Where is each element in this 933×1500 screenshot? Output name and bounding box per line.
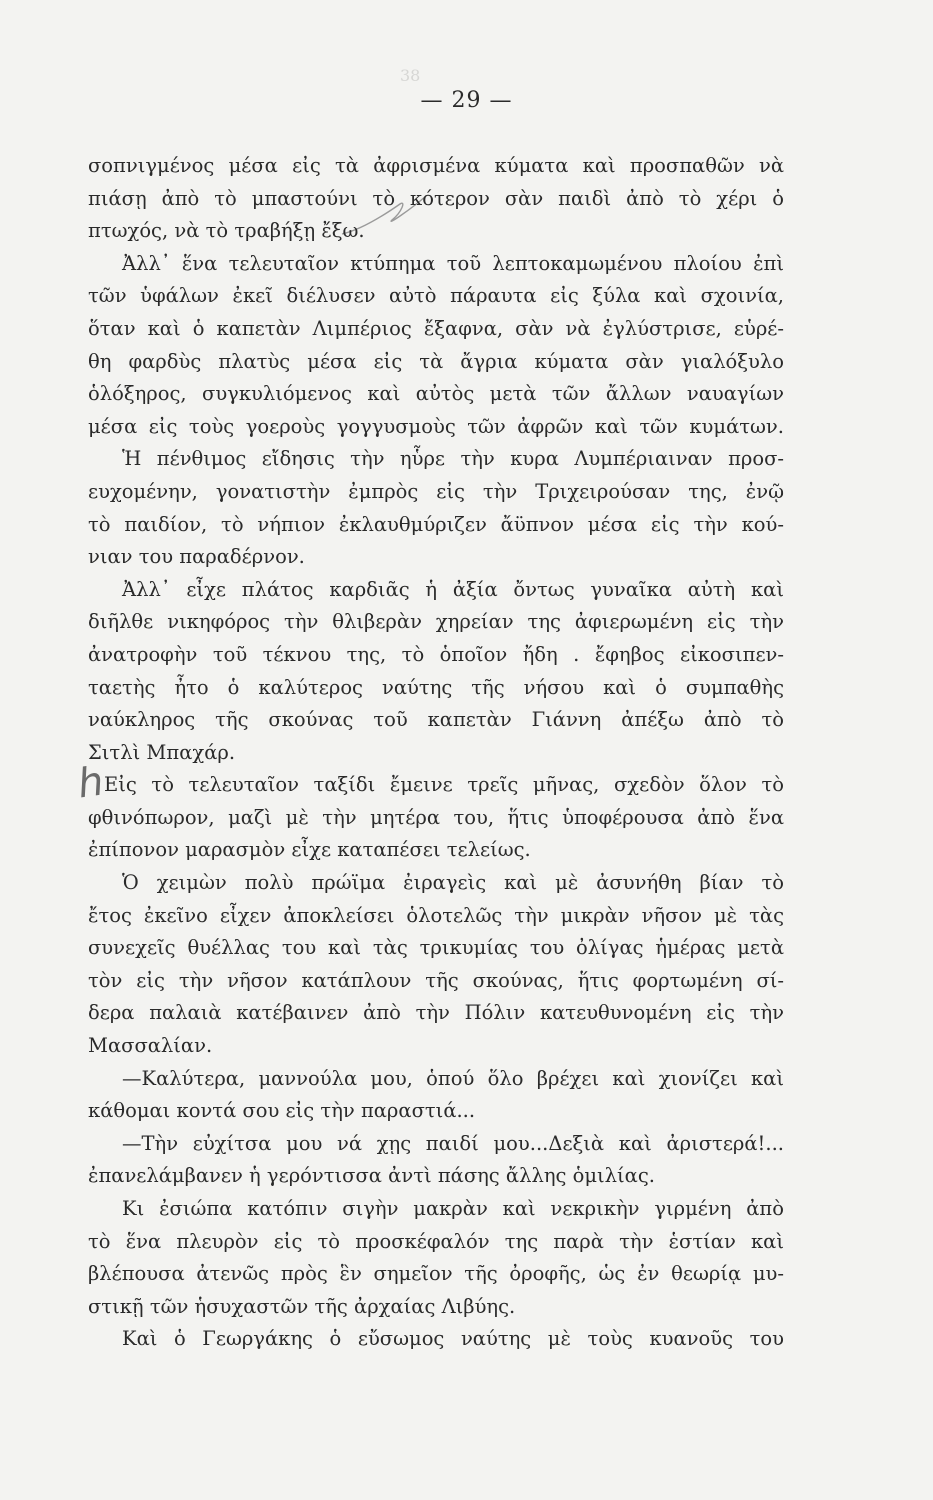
body-text: [88, 150, 784, 1356]
text-line: Μασσαλίαν.: [88, 1034, 213, 1058]
text-line: δερα παλαιὰ κατέβαινεν ἀπὸ τὴν Πόλιν κατευθυνομένη εἰς τὴν: [88, 1001, 784, 1025]
text-line: σοπνιγμένος μέσα εἰς τὰ ἀφρισμένα κύματα καὶ προσπαθῶν νὰ: [88, 154, 784, 177]
text-line: ναύκληρος τῆς σκούνας τοῦ καπετὰν Γιάννη ἀπέξω ἀπὸ τὸ: [88, 708, 784, 732]
text-line: τὸ ἕνα πλευρὸν εἰς τὸ προσκέφαλόν της παρὰ τὴν ἑστίαν καὶ: [88, 1229, 784, 1253]
text-line: Ἀλλ᾽ ἕνα τελευταῖον κτύπημα τοῦ λεπτοκαμωμένου πλοίου ἐπὶ: [122, 251, 784, 275]
text-line: ἐπανελάμβανεν ἡ γερόντισσα ἀντὶ πάσης ἄλλης ὁμιλίας.: [88, 1164, 655, 1188]
bleed-through-number: 38: [400, 66, 421, 85]
text-line: ὁλόξηρος, συγκυλιόμενος καὶ αὐτὸς μετὰ τῶν ἄλλων ναυαγίων: [88, 382, 784, 406]
text-line: Καὶ ὁ Γεωργάκης ὁ εὔσωμος ναύτης μὲ τοὺς κυανοῦς του: [122, 1327, 784, 1351]
text-line: θη φαρδὺς πλατὺς μέσα εἰς τὰ ἄγρια κύματα σὰν γιαλόξυλο: [88, 349, 784, 373]
text-line: Ἀλλ᾽ εἶχε πλάτος καρδιᾶς ἡ ἀξία ὄντως γυναῖκα αὐτὴ καὶ: [122, 577, 784, 601]
text-line: Ἡ πένθιμος εἴδησις τὴν ηὗρε τὴν κυρα Λυμπέριαιναν προσ-: [122, 447, 784, 471]
text-line: Ὁ χειμὼν πολὺ πρώϊμα ἐιραγεὶς καὶ μὲ ἀσυνήθη βίαν τὸ: [122, 871, 784, 895]
text-line: στικῇ τῶν ἡσυχαστῶν τῆς ἀρχαίας Λιβύης.: [88, 1294, 516, 1318]
text-line: τὸν εἰς τὴν νῆσον κατάπλουν τῆς σκούνας, ἥτις φορτωμένη σί-: [88, 968, 784, 992]
margin-mark: h: [74, 758, 107, 808]
text-line: ἀνατροφὴν τοῦ τέκνου της, τὸ ὁποῖον ἤδη . ἔφηβος εἰκοσιπεν-: [88, 642, 784, 666]
text-line: —Καλύτερα, μαννούλα μου, ὁπού ὅλο βρέχει καὶ χιονίζει καὶ: [122, 1066, 784, 1090]
text-line: —Τὴν εὐχίτσα μου νά χῃς παιδί μου...Δεξιὰ καὶ ἀριστερά!...: [122, 1131, 784, 1155]
text-line: Σιτλὶ Μπαχάρ.: [88, 740, 236, 764]
text-line: συνεχεῖς θυέλλας του καὶ τὰς τρικυμίας του ὀλίγας ἡμέρας μετὰ: [88, 936, 784, 960]
text-line: μέσα εἰς τοὺς γοεροὺς γογγυσμοὺς τῶν ἀφρῶν καὶ τῶν κυμάτων.: [88, 414, 784, 438]
text-line: διῆλθε νικηφόρος τὴν θλιβερὰν χηρείαν της ἀφιερωμένη εἰς τὴν: [88, 610, 784, 634]
text-line: κάθομαι κοντά σου εἰς τὴν παραστιά...: [88, 1099, 476, 1123]
text-line: τὸ παιδίον, τὸ νήπιον ἐκλαυθμύριζεν ἄϋπνον μέσα εἰς τὴν κού-: [88, 512, 784, 536]
text-line: βλέπουσα ἀτενῶς πρὸς ἓν σημεῖον τῆς ὀροφῆς, ὡς ἐν θεωρίᾳ μυ-: [88, 1262, 784, 1286]
page-number: — 29 —: [420, 88, 513, 113]
text-line: πτωχός, νὰ τὸ τραβήξῃ ἔξω.: [88, 219, 365, 243]
text-line: ὅταν καὶ ὁ καπετὰν Λιμπέριος ἔξαφνα, σὰν νὰ ἐγλύστρισε, εὑρέ-: [88, 316, 784, 340]
text-line: νιαν του παραδέρνον.: [88, 545, 305, 569]
text-line: Εἰς τὸ τελευταῖον ταξίδι ἔμεινε τρεῖς μῆνας, σχεδὸν ὅλον τὸ: [104, 773, 784, 797]
text-line: πιάσῃ ἀπὸ τὸ μπαστούνι τὸ κότερον σὰν παιδὶ ἀπὸ τὸ χέρι ὁ: [88, 186, 784, 210]
text-line: ταετὴς ἦτο ὁ καλύτερος ναύτης τῆς νήσου καὶ ὁ συμπαθὴς: [88, 675, 784, 699]
text-line: ευχομένην, γονατιστὴν ἐμπρὸς εἰς τὴν Τριχειρούσαν της, ἐνῷ: [88, 479, 784, 503]
text-line: Κι ἐσιώπα κατόπιν σιγὴν μακρὰν καὶ νεκρικὴν γιρμένη ἀπὸ: [122, 1197, 784, 1220]
text-line: ἔτος ἐκεῖνο εἶχεν ἀποκλείσει ὁλοτελῶς τὴν μικρὰν νῆσον μὲ τὰς: [88, 903, 784, 927]
text-line: ἐπίπονον μαρασμὸν εἶχε καταπέσει τελείως.: [88, 838, 531, 862]
text-line: τῶν ὑφάλων ἐκεῖ διέλυσεν αὐτὸ πάραυτα εἰς ξύλα καὶ σχοινία,: [88, 284, 784, 308]
text-line: φθινόπωρον, μαζὶ μὲ τὴν μητέρα του, ἥτις ὑποφέρουσα ἀπὸ ἕνα: [88, 805, 784, 829]
